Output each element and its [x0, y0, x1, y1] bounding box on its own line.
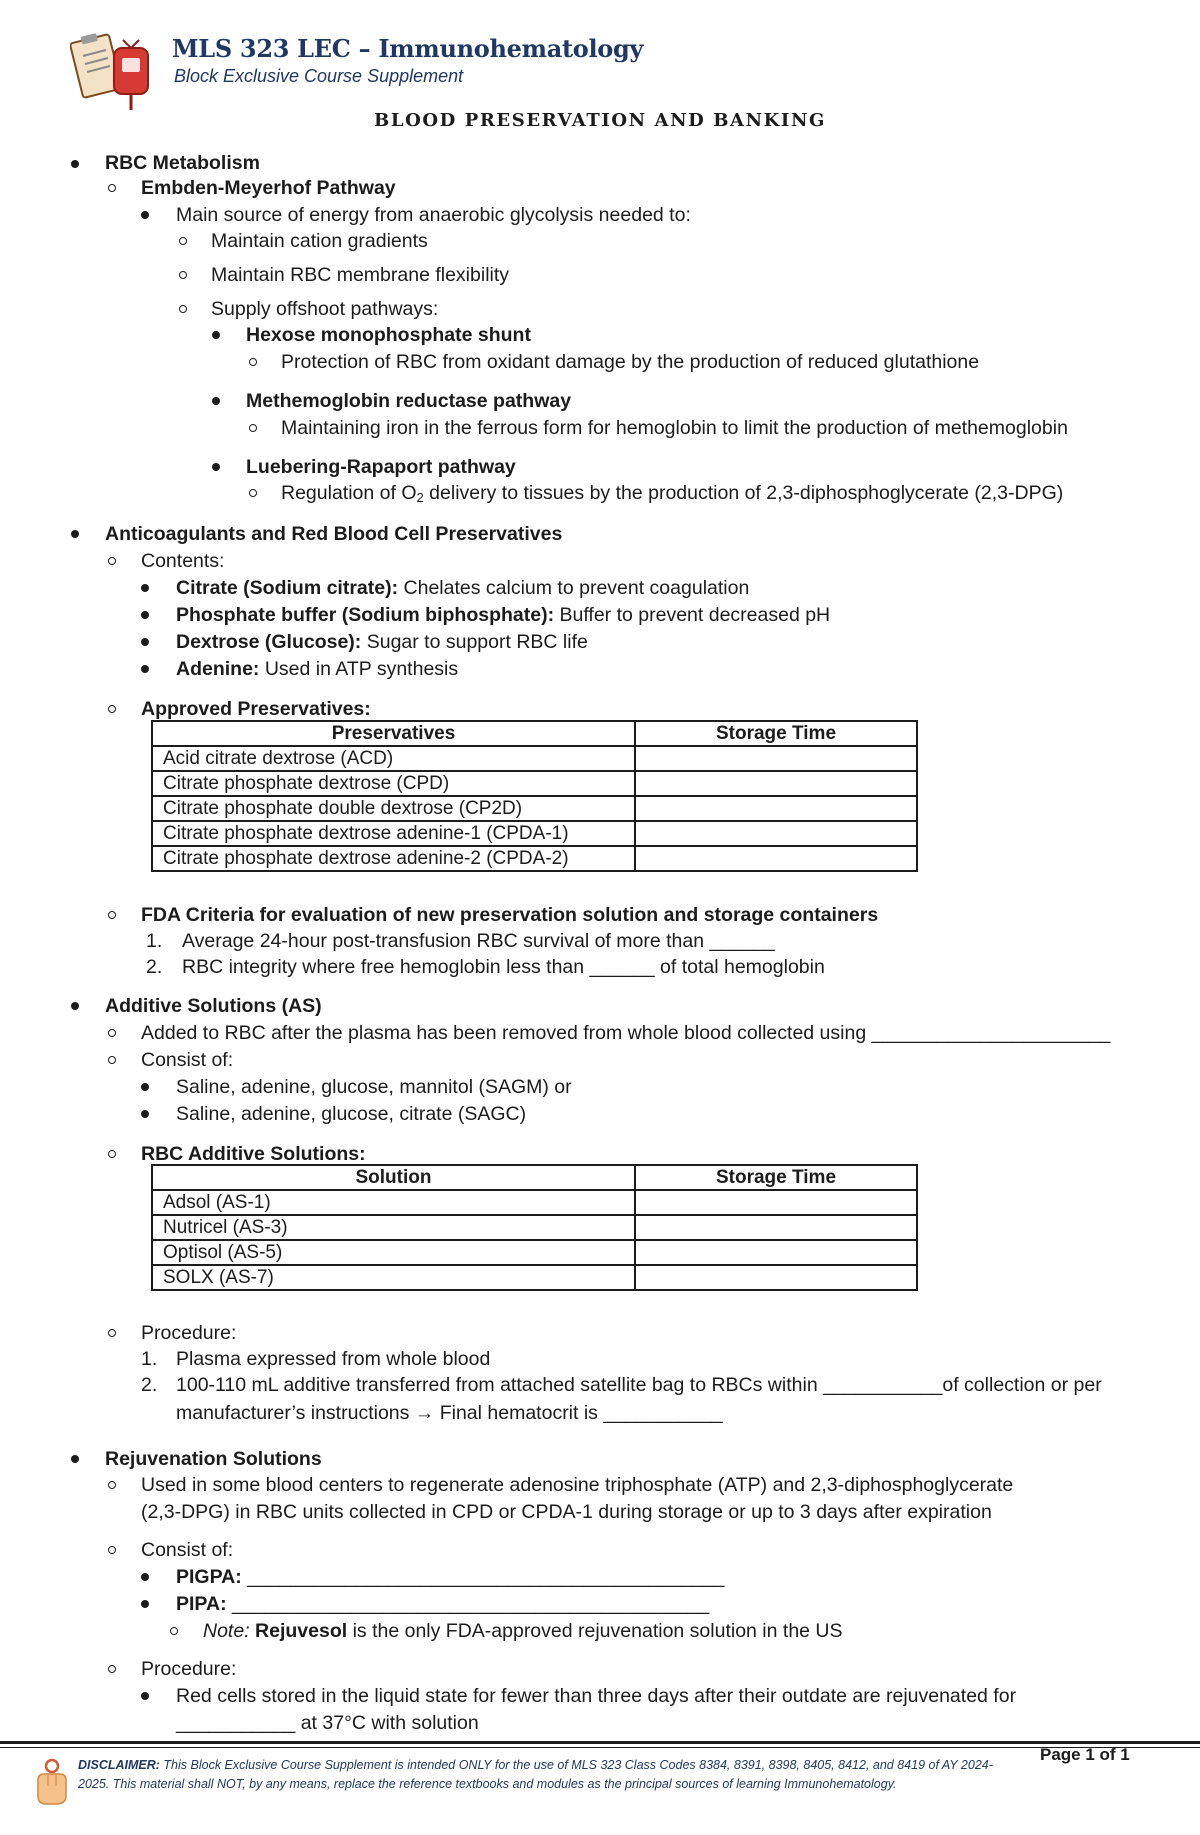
bullet-icon [141, 1110, 149, 1118]
circle-bullet-icon [170, 1627, 178, 1635]
disclaimer-text: This Block Exclusive Course Supplement is intended ONLY for the use of MLS 323 Class Codes 8384, 8391, 8398, 8405, 8412, and 8419 of AY 2024- [159, 1758, 993, 1772]
bullet-icon [212, 463, 220, 471]
circle-bullet-icon [249, 358, 257, 366]
table-row [152, 1215, 917, 1240]
document-title: BLOOD PRESERVATION AND BANKING [374, 110, 826, 131]
storage-time-cell [635, 1215, 917, 1240]
table-header-row [152, 721, 917, 746]
bullet-icon [141, 1083, 149, 1091]
pathway-luebering-rapaport: Luebering-Rapaport pathway [246, 456, 516, 478]
list-item [176, 603, 830, 627]
storage-time-cell [635, 1240, 917, 1265]
list-item-continued: ___________ at 37°C with solution [176, 1712, 479, 1734]
bullet-icon [71, 1455, 79, 1463]
storage-time-cell [635, 746, 917, 771]
subheading-fda-criteria: FDA Criteria for evaluation of new preservation solution and storage containers [141, 904, 879, 926]
list-item: Saline, adenine, glucose, citrate (SAGC) [176, 1103, 527, 1125]
list-number: 1. [146, 930, 163, 952]
circle-bullet-icon [108, 1029, 116, 1037]
list-item: Consist of: [141, 1049, 234, 1071]
bullet-icon [212, 331, 220, 339]
bullet-icon [141, 211, 149, 219]
list-item: Added to RBC after the plasma has been removed from whole blood collected using ______________________ [141, 1022, 1111, 1044]
circle-bullet-icon [108, 1665, 116, 1673]
list-item: Maintain cation gradients [211, 230, 428, 252]
footer-divider [0, 1741, 1200, 1744]
list-item [176, 576, 749, 600]
circle-bullet-icon [108, 557, 116, 565]
section-heading-additive-solutions: Additive Solutions (AS) [105, 995, 322, 1017]
bullet-icon [71, 530, 79, 538]
definition: Used in ATP synthesis [259, 658, 459, 680]
circle-bullet-icon [108, 705, 116, 713]
column-header: Storage Time [635, 721, 917, 746]
circle-bullet-icon [108, 1546, 116, 1554]
subheading-approved-preservatives: Approved Preservatives: [141, 698, 371, 720]
preservatives-table [151, 720, 918, 872]
circle-bullet-icon [108, 911, 116, 919]
storage-time-cell [635, 771, 917, 796]
bullet-icon [212, 397, 220, 405]
circle-bullet-icon [179, 237, 187, 245]
bullet-icon [141, 1573, 149, 1581]
list-item: Average 24-hour post-transfusion RBC survival of more than ______ [182, 930, 775, 952]
list-item: 100-110 mL additive transferred from attached satellite bag to RBCs within ___________of collection or per [176, 1374, 1102, 1396]
bullet-icon [141, 584, 149, 592]
table-row [152, 846, 917, 871]
blood-bag-clipboard-icon [70, 30, 162, 112]
column-header: Solution [152, 1165, 635, 1190]
footer-divider [0, 1747, 1200, 1748]
term: Rejuvesol [255, 1620, 348, 1642]
storage-time-cell [635, 846, 917, 871]
table-row [152, 746, 917, 771]
note-label: Note: [203, 1620, 250, 1642]
list-item: RBC integrity where free hemoglobin less than ______ of total hemoglobin [182, 956, 825, 978]
table-row [152, 821, 917, 846]
list-item-continued: (2,3-DPG) in RBC units collected in CPD or CPDA-1 during storage or up to 3 days after expiration [141, 1501, 992, 1523]
term: Dextrose (Glucose): [176, 631, 362, 653]
list-item [176, 1592, 709, 1616]
list-item: Plasma expressed from whole blood [176, 1348, 491, 1370]
subscript: 2 [416, 490, 424, 505]
list-item: Used in some blood centers to regenerate adenosine triphosphate (ATP) and 2,3-diphosphoglycerate [141, 1474, 1014, 1496]
table-cell: Nutricel (AS-3) [152, 1215, 635, 1240]
circle-bullet-icon [249, 489, 257, 497]
list-item: Main source of energy from anaerobic glycolysis needed to: [176, 204, 691, 226]
list-number: 1. [141, 1348, 158, 1370]
list-item [176, 1565, 724, 1589]
list-item: Saline, adenine, glucose, mannitol (SAGM) or [176, 1076, 572, 1098]
section-heading-rejuvenation-solutions: Rejuvenation Solutions [105, 1448, 322, 1470]
fill-in-blank: ____________________________________________ [231, 1593, 710, 1615]
subheading-rbc-additive-solutions: RBC Additive Solutions: [141, 1143, 366, 1165]
table-row [152, 796, 917, 821]
circle-bullet-icon [108, 184, 116, 192]
table-cell: SOLX (AS-7) [152, 1265, 635, 1290]
table-cell: Acid citrate dextrose (ACD) [152, 746, 635, 771]
pathway-hmp-shunt: Hexose monophosphate shunt [246, 324, 531, 346]
storage-time-cell [635, 1265, 917, 1290]
list-number: 2. [141, 1374, 158, 1396]
list-item: Maintain RBC membrane flexibility [211, 264, 510, 286]
storage-time-cell [635, 796, 917, 821]
list-item: Red cells stored in the liquid state for fewer than three days after their outdate are rejuvenated for [176, 1685, 1017, 1707]
course-title: MLS 323 LEC – Immunohematology [172, 34, 644, 63]
bullet-icon [71, 160, 79, 168]
pathway-methemoglobin-reductase: Methemoglobin reductase pathway [246, 390, 572, 412]
storage-time-cell [635, 821, 917, 846]
bullet-icon [141, 611, 149, 619]
bullet-icon [141, 1692, 149, 1700]
bullet-icon [141, 638, 149, 646]
term: PIGPA: [176, 1566, 242, 1588]
bullet-icon [141, 1600, 149, 1608]
text-run: delivery to tissues by the production of 2,3-diphosphoglycerate (2,3-DPG) [423, 482, 1064, 504]
list-item-continued: manufacturer’s instructions → Final hematocrit is ___________ [176, 1402, 723, 1424]
list-item: Contents: [141, 550, 225, 572]
note-text: is the only FDA-approved rejuvenation solution in the US [347, 1620, 843, 1642]
list-item [176, 657, 458, 681]
text-run: Regulation of O [281, 482, 417, 504]
note [203, 1619, 843, 1643]
table-cell: Citrate phosphate dextrose (CPD) [152, 771, 635, 796]
table-cell: Citrate phosphate dextrose adenine-1 (CPDA-1) [152, 821, 635, 846]
table-cell: Optisol (AS-5) [152, 1240, 635, 1265]
list-item: Maintaining iron in the ferrous form for hemoglobin to limit the production of methemoglobin [281, 417, 1068, 439]
definition: Buffer to prevent decreased pH [554, 604, 831, 626]
circle-bullet-icon [108, 1056, 116, 1064]
definition: Sugar to support RBC life [361, 631, 588, 653]
table-row [152, 1190, 917, 1215]
circle-bullet-icon [179, 305, 187, 313]
hand-icon [30, 1756, 74, 1806]
list-item [176, 630, 588, 654]
additive-solutions-table [151, 1164, 918, 1291]
circle-bullet-icon [108, 1150, 116, 1158]
list-item: Consist of: [141, 1539, 234, 1561]
table-row [152, 1265, 917, 1290]
list-item: Supply offshoot pathways: [211, 298, 439, 320]
circle-bullet-icon [249, 424, 257, 432]
circle-bullet-icon [108, 1481, 116, 1489]
section-heading-anticoagulants: Anticoagulants and Red Blood Cell Preservatives [105, 523, 563, 545]
storage-time-cell [635, 1190, 917, 1215]
fill-in-blank: ____________________________________________ [247, 1566, 725, 1588]
term: Adenine: [176, 658, 260, 680]
bullet-icon [71, 1002, 79, 1010]
column-header: Storage Time [635, 1165, 917, 1190]
definition: Chelates calcium to prevent coagulation [398, 577, 750, 599]
term: PIPA: [176, 1593, 227, 1615]
column-header: Preservatives [152, 721, 635, 746]
list-item: Procedure: [141, 1322, 237, 1344]
term: Citrate (Sodium citrate): [176, 577, 399, 599]
course-subtitle: Block Exclusive Course Supplement [174, 66, 464, 86]
subheading-embden-meyerhof: Embden-Meyerhof Pathway [141, 177, 396, 199]
page-number: Page 1 of 1 [1040, 1745, 1130, 1764]
document-header [70, 24, 1130, 114]
table-cell: Citrate phosphate double dextrose (CP2D) [152, 796, 635, 821]
term: Phosphate buffer (Sodium biphosphate): [176, 604, 555, 626]
bullet-icon [141, 665, 149, 673]
disclaimer [78, 1756, 1018, 1794]
table-header-row [152, 1165, 917, 1190]
disclaimer-text: 2025. This material shall NOT, by any means, replace the reference textbooks and modules as the principal sources of learning Immunohematology. [78, 1777, 897, 1791]
list-item: Procedure: [141, 1658, 237, 1680]
table-row [152, 1240, 917, 1265]
circle-bullet-icon [108, 1329, 116, 1337]
table-cell: Citrate phosphate dextrose adenine-2 (CPDA-2) [152, 846, 635, 871]
table-cell: Adsol (AS-1) [152, 1190, 635, 1215]
circle-bullet-icon [179, 271, 187, 279]
list-item [281, 481, 1063, 505]
list-item: Protection of RBC from oxidant damage by the production of reduced glutathione [281, 351, 980, 373]
list-number: 2. [146, 956, 163, 978]
section-heading-rbc-metabolism: RBC Metabolism [105, 152, 260, 174]
disclaimer-label: DISCLAIMER: [78, 1758, 160, 1772]
table-row [152, 771, 917, 796]
